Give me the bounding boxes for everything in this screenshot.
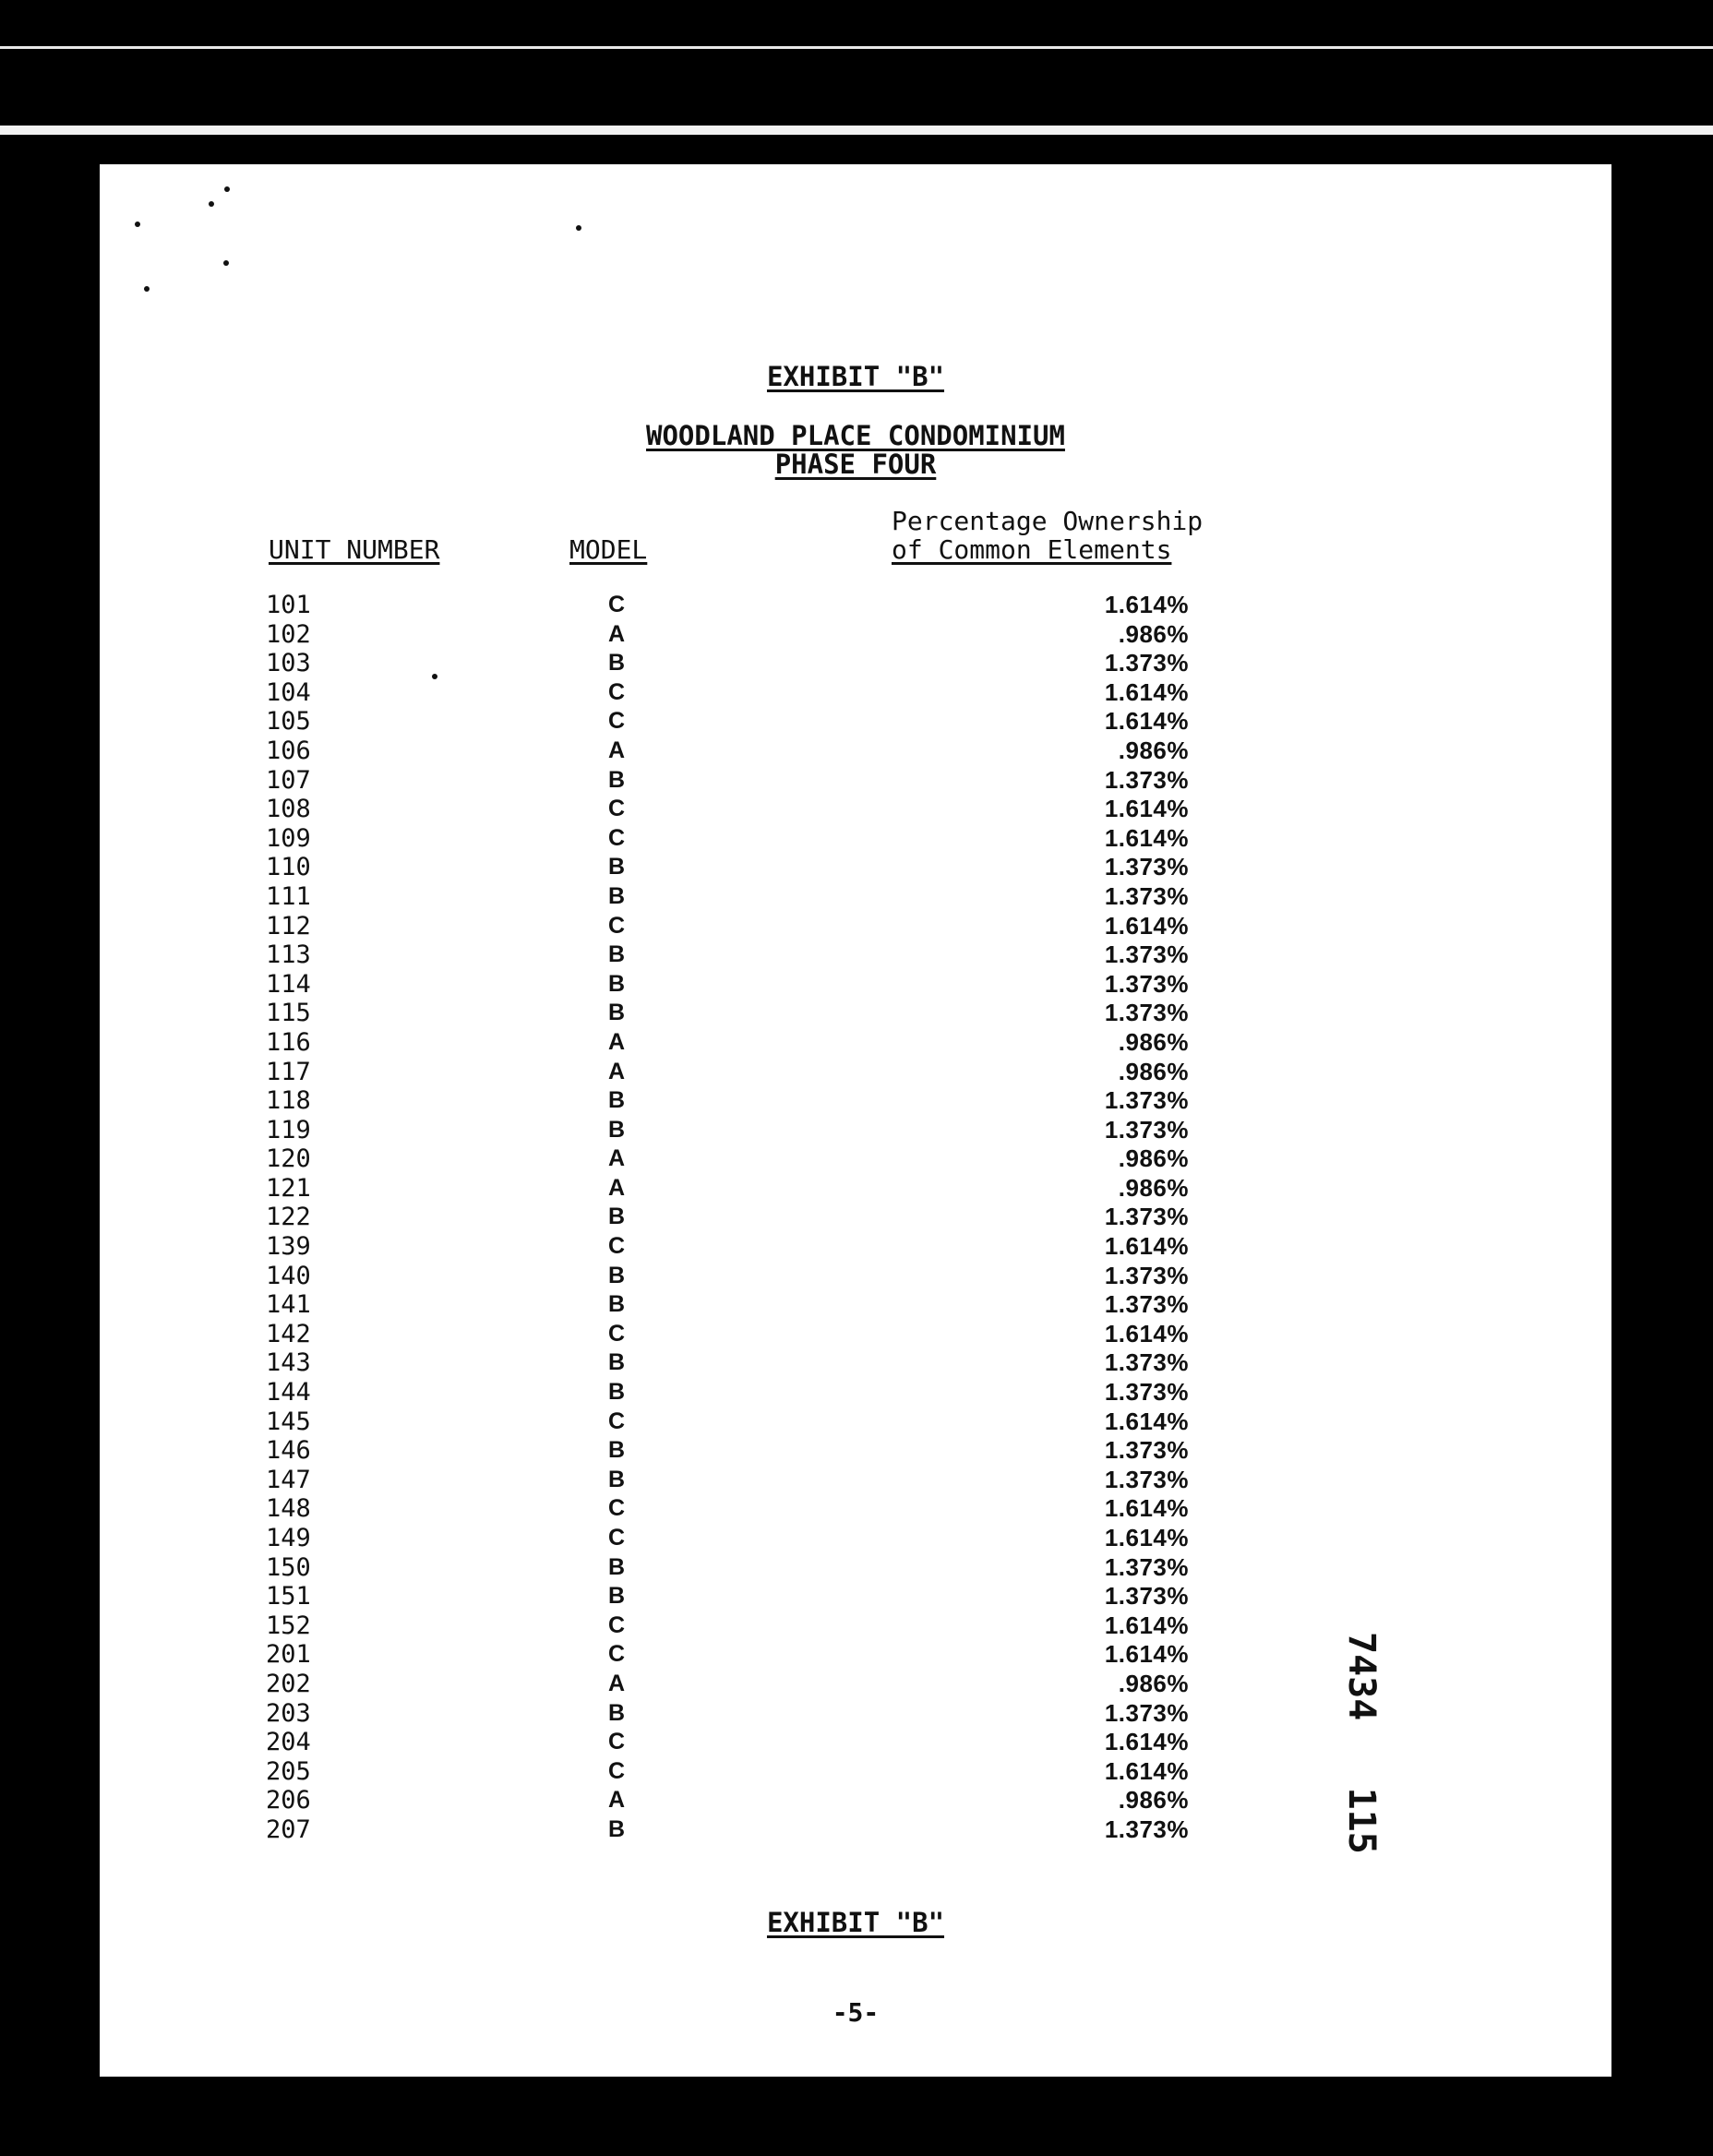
unit-number-cell: 110 <box>266 853 311 882</box>
scan-speck <box>223 260 229 266</box>
percentage-cell: 1.373% <box>1104 999 1189 1027</box>
table-row <box>100 1028 1611 1058</box>
model-cell: C <box>607 824 626 851</box>
unit-number-cell: 142 <box>266 1319 311 1348</box>
model-cell: C <box>607 912 626 939</box>
table-row <box>100 1203 1611 1232</box>
table-row <box>100 678 1611 708</box>
unit-number-cell: 111 <box>266 881 311 911</box>
percentage-cell: 1.614% <box>1104 1407 1189 1435</box>
table-row <box>100 1524 1611 1553</box>
model-cell: B <box>607 1466 626 1492</box>
model-cell: C <box>607 1611 626 1638</box>
model-cell: C <box>607 678 626 705</box>
table-row <box>100 1582 1611 1611</box>
scan-top-rule <box>0 46 1713 49</box>
unit-number-cell: 148 <box>266 1494 311 1524</box>
table-row <box>100 1786 1611 1815</box>
table-row <box>100 1116 1611 1145</box>
table-row <box>100 649 1611 678</box>
percentage-cell: 1.373% <box>1104 1582 1189 1611</box>
unit-number-cell: 205 <box>266 1756 311 1786</box>
percentage-cell: .986% <box>1118 1173 1189 1202</box>
unit-number-cell: 202 <box>266 1669 311 1698</box>
table-row <box>100 940 1611 970</box>
model-cell: C <box>607 1233 626 1260</box>
table-row <box>100 1058 1611 1087</box>
unit-number-cell: 149 <box>266 1524 311 1552</box>
model-cell: B <box>607 1699 626 1726</box>
percentage-cell: 1.373% <box>1104 1115 1189 1144</box>
unit-number-cell: 145 <box>266 1407 311 1436</box>
percentage-cell: 1.373% <box>1104 1290 1189 1319</box>
model-header: MODEL <box>569 534 648 565</box>
unit-number-cell: 139 <box>266 1232 311 1262</box>
percentage-cell: 1.614% <box>1104 677 1189 706</box>
percentage-cell: 1.373% <box>1104 1203 1189 1231</box>
percentage-cell: 1.373% <box>1104 1348 1189 1377</box>
table-row <box>100 1494 1611 1524</box>
unit-number-cell: 204 <box>266 1728 311 1757</box>
percentage-cell: 1.614% <box>1104 591 1189 618</box>
percentage-cell: .986% <box>1118 1669 1189 1697</box>
model-cell: B <box>607 1291 626 1318</box>
model-cell: A <box>607 620 626 647</box>
model-cell: B <box>607 970 626 997</box>
percentage-cell: 1.373% <box>1104 649 1189 677</box>
model-cell: C <box>607 1757 626 1784</box>
unit-number-cell: 147 <box>266 1465 311 1494</box>
percentage-cell: .986% <box>1118 1144 1189 1173</box>
table-row <box>100 1174 1611 1204</box>
percentage-cell: 1.614% <box>1104 1524 1189 1551</box>
percentage-cell: 1.373% <box>1104 1815 1189 1843</box>
unit-ownership-table <box>100 591 1611 1845</box>
unit-number-cell: 113 <box>266 940 311 970</box>
table-row <box>100 1553 1611 1583</box>
unit-number-cell: 101 <box>266 591 311 619</box>
table-row <box>100 970 1611 1000</box>
table-row <box>100 912 1611 941</box>
footer-exhibit-title: EXHIBIT "B" <box>766 1907 945 1938</box>
percentage-cell: 1.373% <box>1104 1436 1189 1465</box>
table-row <box>100 1728 1611 1757</box>
unit-number-cell: 122 <box>266 1203 311 1232</box>
model-cell: B <box>607 941 626 968</box>
percentage-cell: .986% <box>1118 1057 1189 1085</box>
scan-speck <box>135 222 140 227</box>
percentage-cell: 1.373% <box>1104 1552 1189 1581</box>
model-cell: C <box>607 796 626 822</box>
unit-number-cell: 109 <box>266 823 311 853</box>
document-page <box>100 164 1611 2077</box>
phase-title: PHASE FOUR <box>774 449 937 480</box>
percentage-cell: 1.373% <box>1104 853 1189 881</box>
model-cell: A <box>607 1670 626 1696</box>
percentage-cell: 1.614% <box>1104 795 1189 823</box>
table-row <box>100 1320 1611 1349</box>
unit-number-cell: 207 <box>266 1815 311 1844</box>
unit-number-cell: 102 <box>266 619 311 649</box>
model-cell: B <box>607 1000 626 1026</box>
unit-number-cell: 119 <box>266 1115 311 1144</box>
model-cell: C <box>607 708 626 735</box>
model-cell: B <box>607 1553 626 1580</box>
unit-number-cell: 112 <box>266 911 311 940</box>
percentage-cell: 1.614% <box>1104 1611 1189 1639</box>
model-cell: B <box>607 1815 626 1842</box>
percentage-cell: 1.614% <box>1104 1232 1189 1261</box>
unit-number-cell: 201 <box>266 1640 311 1670</box>
unit-number-cell: 118 <box>266 1086 311 1116</box>
table-row <box>100 1232 1611 1262</box>
unit-number-cell: 114 <box>266 969 311 999</box>
percentage-cell: .986% <box>1118 1786 1189 1815</box>
percentage-cell: 1.614% <box>1104 911 1189 940</box>
table-row <box>100 1670 1611 1699</box>
model-cell: A <box>607 737 626 763</box>
percentage-cell: 1.614% <box>1104 707 1189 736</box>
percentage-cell: 1.614% <box>1104 1640 1189 1669</box>
table-row <box>100 1466 1611 1495</box>
table-row <box>100 1407 1611 1437</box>
unit-number-cell: 121 <box>266 1173 311 1203</box>
unit-number-header: UNIT NUMBER <box>269 534 440 565</box>
percentage-cell: 1.373% <box>1104 765 1189 794</box>
model-cell: B <box>607 1379 626 1406</box>
table-row <box>100 1757 1611 1787</box>
table-row <box>100 1262 1611 1291</box>
percentage-cell: 1.373% <box>1104 1261 1189 1289</box>
table-row <box>100 707 1611 737</box>
unit-number-cell: 143 <box>266 1348 311 1378</box>
unit-number-cell: 115 <box>266 999 311 1028</box>
percentage-cell: 1.614% <box>1104 1728 1189 1756</box>
unit-number-cell: 104 <box>266 677 311 707</box>
percentage-header-line2: of Common Elements <box>892 534 1172 565</box>
exhibit-title: EXHIBIT "B" <box>766 361 945 392</box>
scan-speck <box>576 225 581 231</box>
unit-number-cell: 105 <box>266 707 311 737</box>
percentage-cell: .986% <box>1118 619 1189 648</box>
percentage-cell: 1.373% <box>1104 1378 1189 1407</box>
percentage-cell: .986% <box>1118 1027 1189 1056</box>
scan-speck <box>209 201 214 207</box>
unit-number-cell: 144 <box>266 1378 311 1407</box>
percentage-cell: 1.373% <box>1104 940 1189 969</box>
table-row <box>100 1436 1611 1466</box>
table-row <box>100 1086 1611 1116</box>
model-cell: B <box>607 1437 626 1464</box>
unit-number-cell: 203 <box>266 1698 311 1728</box>
percentage-cell: 1.373% <box>1104 969 1189 998</box>
table-row <box>100 1144 1611 1174</box>
model-cell: C <box>607 1495 626 1522</box>
model-cell: A <box>607 1174 626 1201</box>
scan-speck <box>144 286 150 292</box>
unit-number-cell: 206 <box>266 1786 311 1815</box>
percentage-cell: 1.614% <box>1104 1319 1189 1348</box>
table-row <box>100 1611 1611 1641</box>
table-row <box>100 620 1611 650</box>
unit-number-cell: 151 <box>266 1582 311 1611</box>
model-cell: B <box>607 1204 626 1230</box>
percentage-cell: 1.614% <box>1104 1494 1189 1523</box>
page-number: -5- <box>832 1997 880 2028</box>
table-row <box>100 824 1611 854</box>
unit-number-cell: 107 <box>266 765 311 795</box>
table-row <box>100 1290 1611 1320</box>
model-cell: A <box>607 1787 626 1814</box>
model-cell: B <box>607 1116 626 1143</box>
unit-number-cell: 106 <box>266 736 311 765</box>
model-cell: B <box>607 1583 626 1610</box>
model-cell: C <box>607 1525 626 1551</box>
unit-number-cell: 108 <box>266 795 311 824</box>
unit-number-cell: 117 <box>266 1057 311 1086</box>
table-row <box>100 1640 1611 1670</box>
percentage-header-line1: Percentage Ownership <box>892 506 1204 536</box>
table-row <box>100 795 1611 824</box>
scan-speck <box>224 186 230 192</box>
table-row <box>100 1348 1611 1378</box>
model-cell: B <box>607 882 626 909</box>
scan-top-band <box>0 126 1713 135</box>
percentage-cell: 1.614% <box>1104 1756 1189 1785</box>
model-cell: B <box>607 1349 626 1376</box>
model-cell: C <box>607 1641 626 1668</box>
model-cell: C <box>607 1407 626 1434</box>
unit-number-cell: 103 <box>266 649 311 678</box>
unit-number-cell: 116 <box>266 1027 311 1057</box>
model-cell: B <box>607 1087 626 1114</box>
percentage-cell: 1.373% <box>1104 1086 1189 1115</box>
side-stamp: 7434 115 <box>1340 1632 1383 1854</box>
model-cell: C <box>607 1320 626 1347</box>
property-name: WOODLAND PLACE CONDOMINIUM <box>646 420 1065 451</box>
model-cell: A <box>607 1028 626 1055</box>
model-cell: A <box>607 1058 626 1084</box>
model-cell: B <box>607 1262 626 1288</box>
percentage-cell: 1.373% <box>1104 881 1189 910</box>
table-row <box>100 1378 1611 1407</box>
table-row <box>100 591 1611 620</box>
unit-number-cell: 152 <box>266 1611 311 1640</box>
unit-number-cell: 120 <box>266 1144 311 1174</box>
unit-number-cell: 150 <box>266 1552 311 1582</box>
unit-number-cell: 141 <box>266 1290 311 1320</box>
table-row <box>100 882 1611 912</box>
unit-number-cell: 140 <box>266 1261 311 1290</box>
model-cell: B <box>607 766 626 793</box>
percentage-cell: .986% <box>1118 736 1189 764</box>
table-row <box>100 999 1611 1028</box>
model-cell: B <box>607 854 626 880</box>
model-cell: A <box>607 1145 626 1172</box>
percentage-cell: 1.614% <box>1104 823 1189 852</box>
table-row <box>100 766 1611 796</box>
percentage-cell: 1.373% <box>1104 1698 1189 1727</box>
model-cell: C <box>607 592 626 617</box>
model-cell: C <box>607 1729 626 1755</box>
table-row <box>100 1815 1611 1845</box>
table-row <box>100 1699 1611 1729</box>
table-row <box>100 737 1611 766</box>
unit-number-cell: 146 <box>266 1436 311 1466</box>
model-cell: B <box>607 650 626 677</box>
table-row <box>100 853 1611 882</box>
percentage-cell: 1.373% <box>1104 1465 1189 1493</box>
